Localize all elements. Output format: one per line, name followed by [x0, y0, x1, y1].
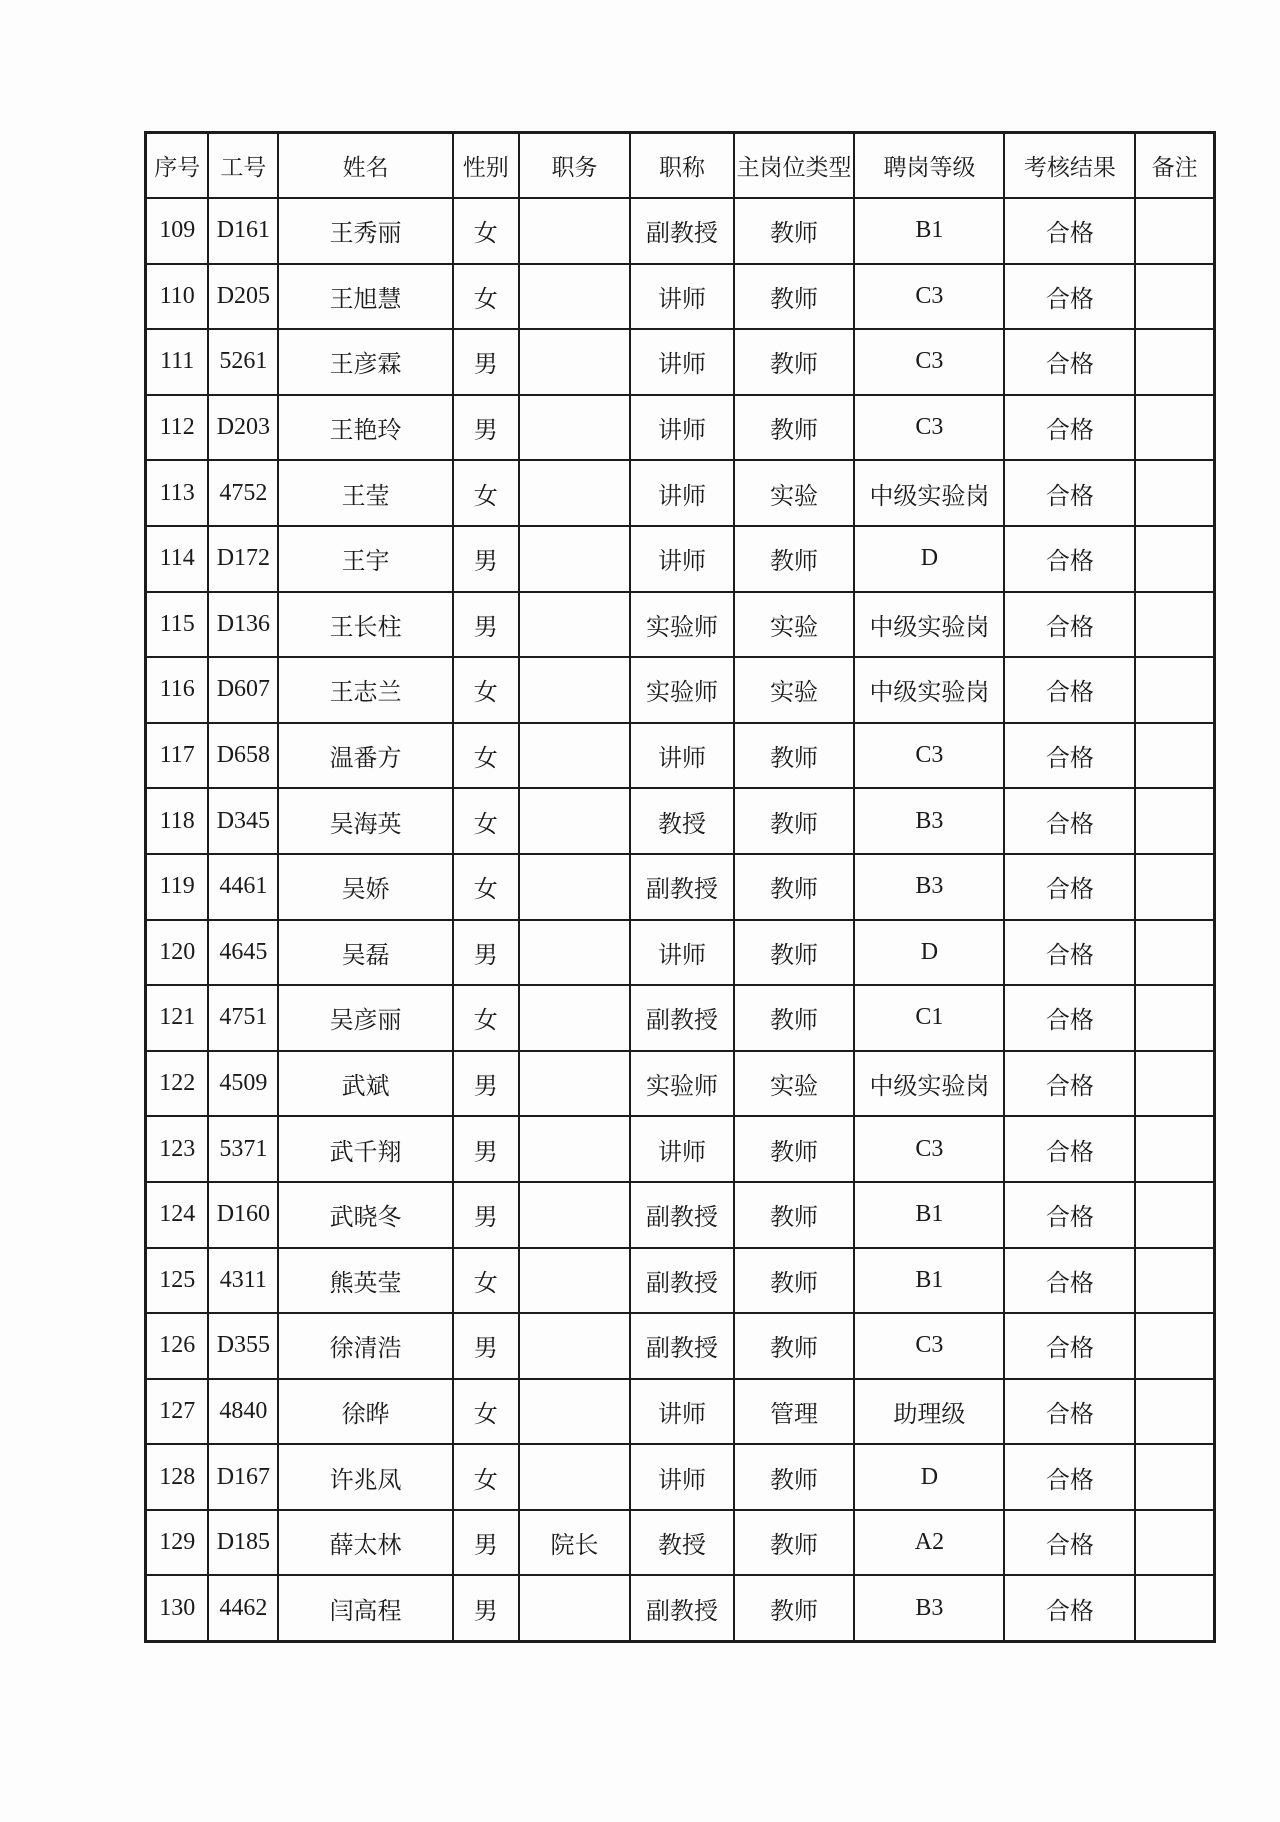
- cell-gender: 女: [453, 723, 519, 789]
- cell-title: 教授: [630, 788, 733, 854]
- cell-post-type: 教师: [734, 854, 855, 920]
- cell-post-type: 教师: [734, 1575, 855, 1641]
- cell-staff-id: D205: [208, 264, 278, 330]
- cell-result: 合格: [1004, 395, 1135, 461]
- cell-gender: 男: [453, 1575, 519, 1641]
- cell-staff-id: D185: [208, 1510, 278, 1576]
- table-row: [146, 985, 1215, 1051]
- cell-seq: 116: [146, 657, 209, 723]
- cell-seq: 117: [146, 723, 209, 789]
- cell-staff-id: D167: [208, 1444, 278, 1510]
- cell-grade: C3: [854, 723, 1004, 789]
- cell-remark: [1135, 1575, 1214, 1641]
- cell-gender: 男: [453, 395, 519, 461]
- cell-result: 合格: [1004, 788, 1135, 854]
- cell-grade: D: [854, 920, 1004, 986]
- cell-result: 合格: [1004, 1051, 1135, 1117]
- header-gender: 性别: [453, 133, 519, 199]
- cell-title: 讲师: [630, 329, 733, 395]
- table-row: [146, 460, 1215, 526]
- cell-title: 副教授: [630, 1182, 733, 1248]
- cell-grade: B3: [854, 788, 1004, 854]
- cell-remark: [1135, 788, 1214, 854]
- cell-title: 教授: [630, 1510, 733, 1576]
- cell-grade: C3: [854, 395, 1004, 461]
- cell-seq: 119: [146, 854, 209, 920]
- cell-title: 副教授: [630, 985, 733, 1051]
- cell-position: [519, 1248, 631, 1314]
- header-id: 工号: [208, 133, 278, 199]
- cell-position: [519, 395, 631, 461]
- cell-post-type: 教师: [734, 1248, 855, 1314]
- cell-gender: 男: [453, 1182, 519, 1248]
- cell-post-type: 教师: [734, 395, 855, 461]
- header-title: 职称: [630, 133, 733, 199]
- cell-gender: 女: [453, 1444, 519, 1510]
- table-row: [146, 1575, 1215, 1641]
- table-row: [146, 657, 1215, 723]
- cell-gender: 女: [453, 788, 519, 854]
- cell-grade: 中级实验岗: [854, 460, 1004, 526]
- cell-grade: C3: [854, 1313, 1004, 1379]
- cell-staff-id: 5371: [208, 1116, 278, 1182]
- cell-position: [519, 460, 631, 526]
- cell-gender: 女: [453, 198, 519, 264]
- cell-gender: 女: [453, 264, 519, 330]
- cell-position: [519, 1116, 631, 1182]
- table-row: [146, 1051, 1215, 1117]
- table-row: [146, 526, 1215, 592]
- cell-position: [519, 592, 631, 658]
- cell-staff-id: D161: [208, 198, 278, 264]
- cell-position: [519, 526, 631, 592]
- cell-position: [519, 198, 631, 264]
- cell-staff-id: D160: [208, 1182, 278, 1248]
- cell-name: 许兆凤: [278, 1444, 452, 1510]
- cell-remark: [1135, 657, 1214, 723]
- cell-grade: C1: [854, 985, 1004, 1051]
- cell-grade: B1: [854, 1182, 1004, 1248]
- header-position: 职务: [519, 133, 631, 199]
- cell-position: [519, 920, 631, 986]
- cell-name: 熊英莹: [278, 1248, 452, 1314]
- table-row: [146, 920, 1215, 986]
- cell-result: 合格: [1004, 460, 1135, 526]
- cell-grade: D: [854, 526, 1004, 592]
- cell-position: [519, 854, 631, 920]
- table-row: [146, 1444, 1215, 1510]
- table-body: [146, 198, 1215, 1642]
- cell-gender: 男: [453, 920, 519, 986]
- cell-remark: [1135, 395, 1214, 461]
- cell-staff-id: 4751: [208, 985, 278, 1051]
- cell-gender: 男: [453, 1313, 519, 1379]
- cell-title: 实验师: [630, 657, 733, 723]
- cell-position: [519, 1379, 631, 1445]
- cell-seq: 110: [146, 264, 209, 330]
- cell-post-type: 教师: [734, 329, 855, 395]
- cell-grade: A2: [854, 1510, 1004, 1576]
- cell-remark: [1135, 1444, 1214, 1510]
- cell-result: 合格: [1004, 1248, 1135, 1314]
- cell-grade: C3: [854, 1116, 1004, 1182]
- cell-position: [519, 985, 631, 1051]
- cell-result: 合格: [1004, 854, 1135, 920]
- cell-name: 王秀丽: [278, 198, 452, 264]
- cell-position: [519, 657, 631, 723]
- cell-gender: 男: [453, 329, 519, 395]
- table-header: [146, 133, 1215, 199]
- cell-result: 合格: [1004, 1379, 1135, 1445]
- table-row: [146, 395, 1215, 461]
- table-row: [146, 788, 1215, 854]
- cell-remark: [1135, 1182, 1214, 1248]
- cell-post-type: 教师: [734, 1116, 855, 1182]
- cell-grade: 中级实验岗: [854, 592, 1004, 658]
- table-row: [146, 1313, 1215, 1379]
- header-remark: 备注: [1135, 133, 1214, 199]
- cell-post-type: 实验: [734, 1051, 855, 1117]
- cell-grade: B3: [854, 854, 1004, 920]
- table-row: [146, 1248, 1215, 1314]
- cell-name: 王志兰: [278, 657, 452, 723]
- cell-position: 院长: [519, 1510, 631, 1576]
- cell-name: 武晓冬: [278, 1182, 452, 1248]
- cell-position: [519, 1182, 631, 1248]
- cell-seq: 121: [146, 985, 209, 1051]
- cell-name: 王彦霖: [278, 329, 452, 395]
- cell-seq: 109: [146, 198, 209, 264]
- cell-post-type: 教师: [734, 264, 855, 330]
- cell-remark: [1135, 329, 1214, 395]
- cell-name: 武斌: [278, 1051, 452, 1117]
- cell-remark: [1135, 1510, 1214, 1576]
- cell-gender: 女: [453, 854, 519, 920]
- cell-remark: [1135, 723, 1214, 789]
- cell-grade: D: [854, 1444, 1004, 1510]
- cell-seq: 112: [146, 395, 209, 461]
- cell-title: 讲师: [630, 264, 733, 330]
- table-row: [146, 1116, 1215, 1182]
- cell-title: 副教授: [630, 198, 733, 264]
- cell-name: 温番方: [278, 723, 452, 789]
- cell-result: 合格: [1004, 329, 1135, 395]
- cell-seq: 114: [146, 526, 209, 592]
- cell-seq: 124: [146, 1182, 209, 1248]
- cell-staff-id: 4752: [208, 460, 278, 526]
- cell-result: 合格: [1004, 1116, 1135, 1182]
- cell-staff-id: D355: [208, 1313, 278, 1379]
- cell-position: [519, 1313, 631, 1379]
- cell-remark: [1135, 1116, 1214, 1182]
- cell-result: 合格: [1004, 592, 1135, 658]
- cell-name: 王宇: [278, 526, 452, 592]
- cell-remark: [1135, 854, 1214, 920]
- cell-grade: B1: [854, 1248, 1004, 1314]
- cell-remark: [1135, 985, 1214, 1051]
- header-result: 考核结果: [1004, 133, 1135, 199]
- cell-seq: 126: [146, 1313, 209, 1379]
- cell-name: 武千翔: [278, 1116, 452, 1182]
- cell-seq: 128: [146, 1444, 209, 1510]
- cell-remark: [1135, 198, 1214, 264]
- cell-title: 实验师: [630, 1051, 733, 1117]
- cell-name: 吴海英: [278, 788, 452, 854]
- cell-remark: [1135, 264, 1214, 330]
- cell-result: 合格: [1004, 526, 1135, 592]
- cell-staff-id: D136: [208, 592, 278, 658]
- header-name: 姓名: [278, 133, 452, 199]
- cell-title: 讲师: [630, 920, 733, 986]
- table-row: [146, 1182, 1215, 1248]
- cell-post-type: 实验: [734, 592, 855, 658]
- cell-seq: 125: [146, 1248, 209, 1314]
- cell-position: [519, 1444, 631, 1510]
- cell-result: 合格: [1004, 1313, 1135, 1379]
- cell-title: 讲师: [630, 1379, 733, 1445]
- cell-gender: 女: [453, 460, 519, 526]
- cell-result: 合格: [1004, 657, 1135, 723]
- cell-seq: 130: [146, 1575, 209, 1641]
- cell-gender: 女: [453, 1248, 519, 1314]
- cell-gender: 男: [453, 1510, 519, 1576]
- cell-post-type: 教师: [734, 788, 855, 854]
- table-row: [146, 592, 1215, 658]
- cell-title: 讲师: [630, 395, 733, 461]
- cell-seq: 120: [146, 920, 209, 986]
- cell-remark: [1135, 460, 1214, 526]
- cell-result: 合格: [1004, 1182, 1135, 1248]
- cell-post-type: 教师: [734, 526, 855, 592]
- cell-post-type: 教师: [734, 1444, 855, 1510]
- table-row: [146, 264, 1215, 330]
- cell-staff-id: 4840: [208, 1379, 278, 1445]
- cell-title: 实验师: [630, 592, 733, 658]
- cell-remark: [1135, 920, 1214, 986]
- cell-grade: C3: [854, 264, 1004, 330]
- cell-seq: 113: [146, 460, 209, 526]
- cell-position: [519, 329, 631, 395]
- cell-position: [519, 1051, 631, 1117]
- cell-title: 讲师: [630, 723, 733, 789]
- cell-grade: 助理级: [854, 1379, 1004, 1445]
- cell-post-type: 教师: [734, 1510, 855, 1576]
- cell-staff-id: 4462: [208, 1575, 278, 1641]
- cell-grade: 中级实验岗: [854, 657, 1004, 723]
- cell-title: 副教授: [630, 1248, 733, 1314]
- cell-seq: 115: [146, 592, 209, 658]
- cell-gender: 男: [453, 1116, 519, 1182]
- cell-position: [519, 264, 631, 330]
- cell-post-type: 教师: [734, 1313, 855, 1379]
- cell-title: 讲师: [630, 1444, 733, 1510]
- cell-post-type: 教师: [734, 985, 855, 1051]
- cell-staff-id: 5261: [208, 329, 278, 395]
- cell-seq: 111: [146, 329, 209, 395]
- cell-gender: 女: [453, 657, 519, 723]
- cell-name: 王长柱: [278, 592, 452, 658]
- cell-name: 徐清浩: [278, 1313, 452, 1379]
- cell-staff-id: 4509: [208, 1051, 278, 1117]
- cell-staff-id: 4311: [208, 1248, 278, 1314]
- cell-grade: 中级实验岗: [854, 1051, 1004, 1117]
- cell-post-type: 实验: [734, 460, 855, 526]
- cell-post-type: 管理: [734, 1379, 855, 1445]
- cell-title: 副教授: [630, 1313, 733, 1379]
- cell-seq: 123: [146, 1116, 209, 1182]
- cell-name: 薛太林: [278, 1510, 452, 1576]
- cell-remark: [1135, 1051, 1214, 1117]
- cell-name: 吴磊: [278, 920, 452, 986]
- cell-grade: B3: [854, 1575, 1004, 1641]
- cell-gender: 男: [453, 592, 519, 658]
- cell-staff-id: 4461: [208, 854, 278, 920]
- cell-position: [519, 723, 631, 789]
- cell-result: 合格: [1004, 1510, 1135, 1576]
- cell-staff-id: D172: [208, 526, 278, 592]
- header-post-type: 主岗位类型: [734, 133, 855, 199]
- cell-name: 王莹: [278, 460, 452, 526]
- cell-name: 闫高程: [278, 1575, 452, 1641]
- cell-gender: 女: [453, 985, 519, 1051]
- cell-result: 合格: [1004, 1444, 1135, 1510]
- cell-grade: C3: [854, 329, 1004, 395]
- cell-remark: [1135, 1313, 1214, 1379]
- cell-seq: 129: [146, 1510, 209, 1576]
- header-grade: 聘岗等级: [854, 133, 1004, 199]
- table-row: [146, 198, 1215, 264]
- cell-title: 副教授: [630, 1575, 733, 1641]
- cell-title: 讲师: [630, 1116, 733, 1182]
- cell-remark: [1135, 592, 1214, 658]
- cell-seq: 118: [146, 788, 209, 854]
- cell-remark: [1135, 526, 1214, 592]
- cell-staff-id: D345: [208, 788, 278, 854]
- header-seq: 序号: [146, 133, 209, 199]
- staff-assessment-table: [144, 131, 1216, 1643]
- header-row: [146, 133, 1215, 199]
- table-row: [146, 1510, 1215, 1576]
- cell-result: 合格: [1004, 198, 1135, 264]
- cell-title: 副教授: [630, 854, 733, 920]
- cell-name: 吴彦丽: [278, 985, 452, 1051]
- cell-name: 王旭慧: [278, 264, 452, 330]
- cell-name: 王艳玲: [278, 395, 452, 461]
- cell-staff-id: D203: [208, 395, 278, 461]
- cell-name: 徐晔: [278, 1379, 452, 1445]
- cell-result: 合格: [1004, 985, 1135, 1051]
- cell-seq: 127: [146, 1379, 209, 1445]
- cell-post-type: 教师: [734, 198, 855, 264]
- cell-result: 合格: [1004, 723, 1135, 789]
- cell-gender: 男: [453, 1051, 519, 1117]
- cell-staff-id: D607: [208, 657, 278, 723]
- cell-seq: 122: [146, 1051, 209, 1117]
- cell-title: 讲师: [630, 526, 733, 592]
- cell-staff-id: D658: [208, 723, 278, 789]
- cell-grade: B1: [854, 198, 1004, 264]
- cell-gender: 女: [453, 1379, 519, 1445]
- cell-remark: [1135, 1379, 1214, 1445]
- table-row: [146, 1379, 1215, 1445]
- cell-result: 合格: [1004, 1575, 1135, 1641]
- table-row: [146, 723, 1215, 789]
- cell-result: 合格: [1004, 920, 1135, 986]
- cell-post-type: 教师: [734, 920, 855, 986]
- cell-post-type: 教师: [734, 1182, 855, 1248]
- cell-name: 吴娇: [278, 854, 452, 920]
- cell-result: 合格: [1004, 264, 1135, 330]
- cell-gender: 男: [453, 526, 519, 592]
- cell-position: [519, 788, 631, 854]
- table-row: [146, 329, 1215, 395]
- table-row: [146, 854, 1215, 920]
- cell-post-type: 实验: [734, 657, 855, 723]
- cell-remark: [1135, 1248, 1214, 1314]
- cell-title: 讲师: [630, 460, 733, 526]
- cell-staff-id: 4645: [208, 920, 278, 986]
- cell-post-type: 教师: [734, 723, 855, 789]
- cell-position: [519, 1575, 631, 1641]
